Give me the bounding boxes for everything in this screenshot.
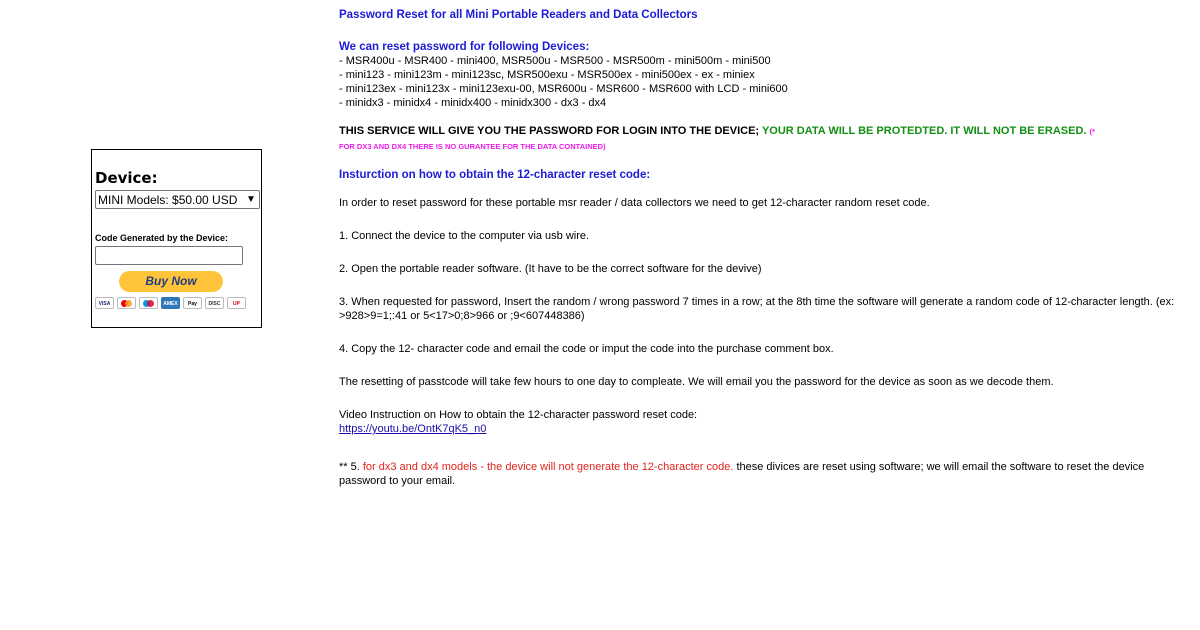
device-line: - mini123 - mini123m - mini123sc, MSR500exu - MSR500ex - mini500ex - ex - miniex — [339, 69, 755, 81]
mastercard-icon — [117, 297, 136, 309]
code-input[interactable] — [95, 246, 243, 265]
service-green-text: YOUR DATA WILL BE PROTEDTED. IT WILL NOT BE ERASED. — [761, 125, 1087, 137]
device-line: - mini123ex - mini123x - mini123exu-00, MSR600u - MSR600 - MSR600 with LCD - mini600 — [339, 83, 788, 95]
visa-icon: VISA — [95, 297, 114, 309]
discover-icon: DISC — [205, 297, 224, 309]
step-5-warning: for dx3 and dx4 models - the device will not generate the 12-character code. — [362, 461, 734, 473]
unionpay-icon: UP — [227, 297, 246, 309]
device-line: - MSR400u - MSR400 - mini400, MSR500u - MSR500 - MSR500m - mini500m - mini500 — [339, 55, 771, 67]
step-2: 2. Open the portable reader software. (It have to be the correct software for the devive) — [339, 263, 762, 275]
service-note: FOR DX3 AND DX4 THERE IS NO GURANTEE FOR THE DATA CONTAINED — [339, 142, 604, 151]
video-link[interactable]: https://youtu.be/OntK7qK5_n0 — [339, 423, 487, 435]
buy-now-button[interactable]: Buy Now — [119, 271, 223, 292]
video-label: Video Instruction on How to obtain the 12-character password reset code: — [339, 409, 698, 421]
step-5-prefix: ** 5. — [339, 461, 360, 473]
page-title: Password Reset for all Mini Portable Readers and Data Collectors — [339, 9, 698, 21]
step-1: 1. Connect the device to the computer via usb wire. — [339, 230, 590, 242]
resetting-text: The resetting of passtcode will take few hours to one day to compleate. We will email you the password for the device as soon as we decode them. — [339, 376, 1054, 388]
step-3: 3. When requested for password, Insert the random / wrong password 7 times in a row; at the 8th time the software will generate a random code of 12-character length. (ex: >928>9=1;:41 or 5<17>0;8>966 or ;9<607448386) — [339, 296, 1175, 322]
service-text: THIS SERVICE WILL GIVE YOU THE PASSWORD FOR LOGIN INTO THE DEVICE; — [339, 125, 760, 137]
chevron-down-icon: ▼ — [246, 194, 256, 205]
main-content — [339, 8, 1184, 488]
intro-text: In order to reset password for these portable msr reader / data collectors we need to get 12-character random reset code. — [339, 197, 930, 209]
code-label: Code Generated by the Device: — [95, 233, 229, 243]
device-select-value: MINI Models: $50.00 USD — [98, 192, 238, 207]
apple-pay-icon: Pay — [183, 297, 202, 309]
devices-heading: We can reset password for following Devices: — [339, 41, 590, 53]
device-select[interactable] — [95, 190, 260, 209]
amex-icon: AMEX — [161, 297, 180, 309]
device-line: - minidx3 - minidx4 - minidx400 - minidx300 - dx3 - dx4 — [339, 97, 607, 109]
service-note-open: (* — [1089, 127, 1095, 136]
step-5-rest: these divices are reset using software; we will email the software to reset the device password to your email. — [339, 461, 1145, 487]
service-notice — [339, 124, 1184, 154]
payment-cards — [95, 297, 246, 309]
purchase-form — [91, 149, 262, 328]
service-note-close: ) — [603, 142, 606, 151]
maestro-icon — [139, 297, 158, 309]
step-4: 4. Copy the 12- character code and email the code or imput the code into the purchase comment box. — [339, 343, 834, 355]
step-5 — [339, 460, 1184, 488]
device-label: Device: — [95, 169, 158, 187]
instruction-heading: Insturction on how to obtain the 12-character reset code: — [339, 169, 651, 181]
